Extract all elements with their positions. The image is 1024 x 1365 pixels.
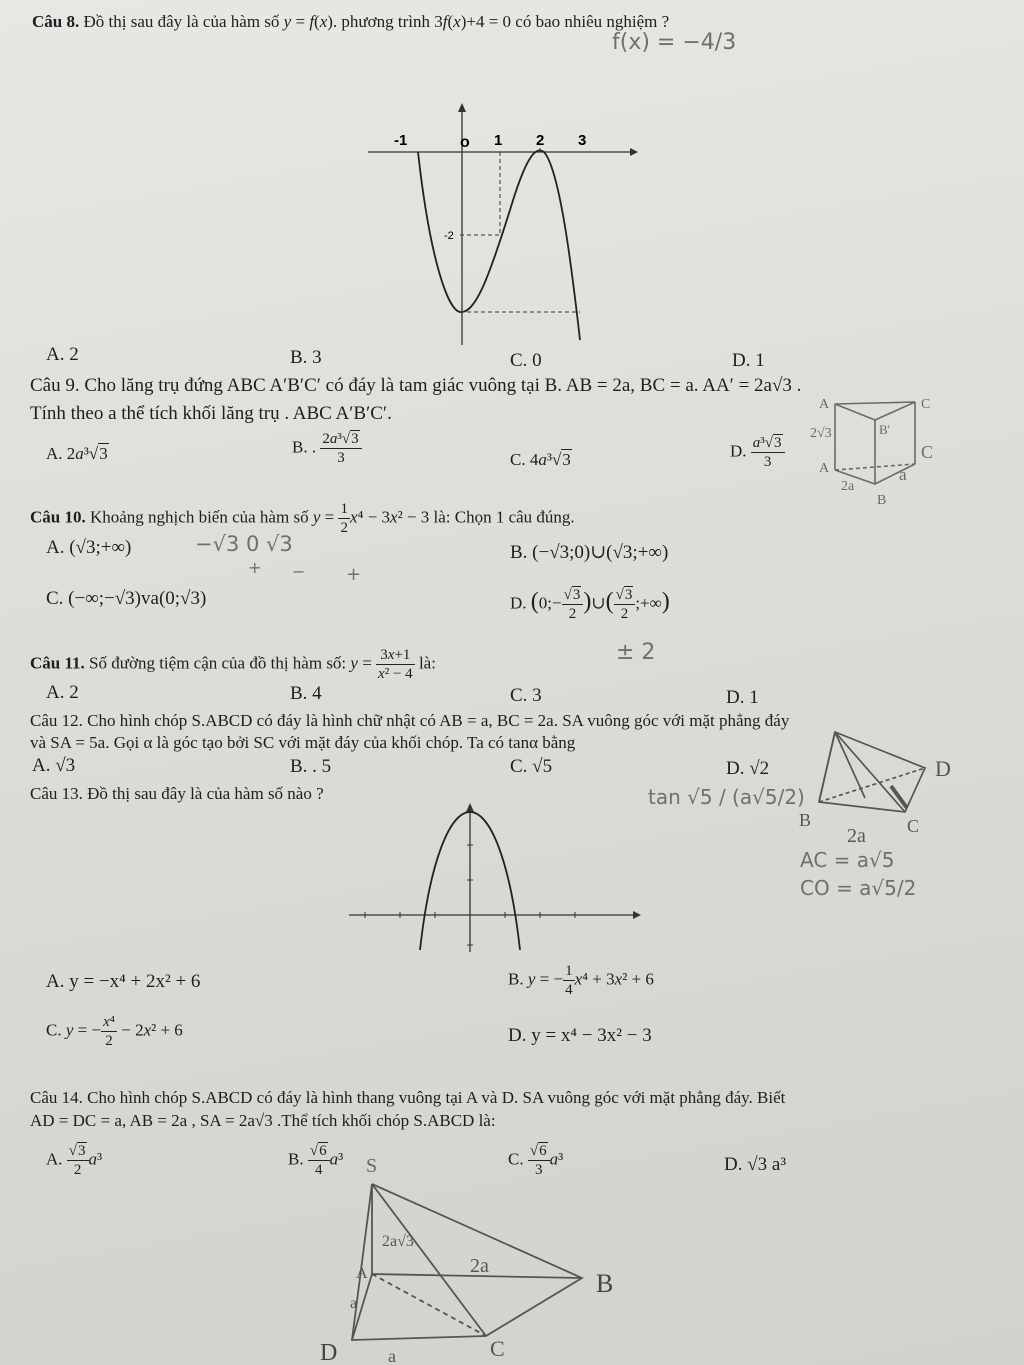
sketch-q14-label-4: A <box>356 1265 368 1282</box>
q10-option-d: D. (0;− $\frac{√3}{2}$ )∪( $\frac{√3}{2}$ ;+∞) <box>510 587 670 622</box>
question-14-line-2: AD = DC = a, AB = 2a , SA = 2a√3 .Thể tích khối chóp S.ABCD là: <box>30 1111 496 1130</box>
sketch-q9-label-8: a <box>899 465 907 484</box>
sketch-q14-label-6: D <box>320 1340 338 1365</box>
q9-option-b: B. . $\frac{\text{2a³√3}}{3}$ <box>292 430 362 467</box>
question-10-text: Câu 10. Khoảng nghịch biến của hàm số y = $\frac{1}{2}$ x⁴ − 3x² − 3 là: Chọn 1 câu đúng. <box>30 501 575 536</box>
question-11-text: Câu 11. Số đường tiệm cận của đồ thị hàm số: y = $\frac{3x+1}{\text{x² − 4}}$ là: <box>30 647 436 682</box>
sketch-q12-label-2: B <box>799 810 812 830</box>
handwritten-pyramid-sketch-q14 <box>310 1150 640 1365</box>
q8-option-c: C. 0 <box>510 350 542 371</box>
q14-option-c: C. $\frac{√6}{3}$ a³ <box>508 1143 564 1178</box>
sketch-q14-label-7: a <box>388 1346 396 1365</box>
sketch-q14-label-3: 2a <box>470 1255 489 1277</box>
sketch-q9-label-7: 2a <box>841 479 855 494</box>
sketch-q14-label-2: 2a√3 <box>382 1233 414 1250</box>
graph-q8-label-x-m1: -1 <box>394 132 408 149</box>
q14-option-b: B. $\frac{√6}{4}$ a³ <box>288 1143 344 1178</box>
sketch-q9-label-9: B <box>877 493 887 508</box>
graph-q8-label-x-3: 3 <box>578 132 587 149</box>
sketch-q9-label-2: C <box>921 397 931 412</box>
graph-q8 <box>360 100 640 350</box>
sketch-q12-label-1: D <box>935 756 951 781</box>
graph-q13 <box>345 800 645 955</box>
question-8-text: Câu 8. Đồ thị sau đây là của hàm số y = f(x). phương trình 3f(x)+4 = 0 có bao nhiêu nghiệm ? <box>32 12 670 31</box>
handwritten-sign-minus: − <box>292 562 306 581</box>
q8-option-d: D. 1 <box>732 350 765 371</box>
q13-option-c: C. y = − $\frac{\text{x⁴}}{2}$ − 2x² + 6 <box>46 1014 183 1049</box>
graph-q8-label-x-2: 2 <box>536 132 545 149</box>
sketch-q9-label-6: A <box>819 461 830 476</box>
handwritten-work-q12-tan: tan √5 / (a√5/2) <box>648 785 805 809</box>
sketch-q14-label-5: a <box>350 1295 358 1312</box>
q10-option-b: B. (−√3;0)∪(√3;+∞) <box>510 542 669 563</box>
q8-option-b: B. 3 <box>290 347 322 368</box>
sketch-q12-label-4: C <box>907 816 920 836</box>
handwritten-sign-plus-2: + <box>346 564 362 585</box>
q8-option-a: A. 2 <box>46 344 79 365</box>
handwritten-sign-chart-q10: −√3 0 √3 <box>195 532 293 556</box>
q11-option-a: A. 2 <box>46 682 79 703</box>
graph-q8-label-x-0: o <box>460 134 470 151</box>
question-12-line-1: Câu 12. Cho hình chóp S.ABCD có đáy là hình chữ nhật có AB = a, BC = 2a. SA vuông góc với mặt phẳng đáy <box>30 711 790 730</box>
question-12-line-2: và SA = 5a. Gọi α là góc tạo bởi SC với mặt đáy của khối chóp. Ta có tanα bằng <box>30 733 576 752</box>
q11-option-b: B. 4 <box>290 683 322 704</box>
question-14-line-1: Câu 14. Cho hình chóp S.ABCD có đáy là hình thang vuông tại A và D. SA vuông góc với mặt phẳng đáy. Biết <box>30 1088 786 1107</box>
question-9-line-2: Tính theo a thể tích khối lăng trụ . ABC A′B′C′. <box>30 403 392 424</box>
handwritten-work-q12-ac: AC = a√5 <box>800 848 895 872</box>
sketch-q9-label-3: 2√3 <box>810 426 832 441</box>
q11-option-d: D. 1 <box>726 687 759 708</box>
sketch-q12-label-3: 2a <box>847 825 866 847</box>
graph-q8-label-y-m2: -2 <box>444 230 454 242</box>
sketch-q14-label-9: B <box>596 1269 614 1298</box>
handwritten-pyramid-sketch-q12 <box>795 728 965 848</box>
q10-option-a: A. (√3;+∞) <box>46 537 132 558</box>
q14-option-d: D. √3 a³ <box>724 1154 787 1175</box>
q14-option-a: A. $\frac{√3}{2}$ a³ <box>46 1143 103 1178</box>
q9-option-d: D. $\frac{\text{a³√3}}{3}$ <box>730 434 785 471</box>
question-9-line-1: Câu 9. Cho lăng trụ đứng ABC A′B′C′ có đáy là tam giác vuông tại B. AB = 2a, BC = a. AA′ = 2a√3 . <box>30 375 802 396</box>
handwritten-sign-plus-1: + <box>248 558 262 577</box>
q9-option-a: A. 2a³√3 <box>46 444 108 463</box>
sketch-q9-label-5: C <box>921 442 934 462</box>
question-13-text: Câu 13. Đồ thị sau đây là của hàm số nào ? <box>30 784 324 803</box>
sketch-q9-label-1: A <box>819 397 830 412</box>
handwritten-note-q11: ± 2 <box>616 640 656 665</box>
q12-option-c: C. √5 <box>510 756 553 777</box>
handwritten-note-q8: f(x) = −4/3 <box>612 30 737 55</box>
q9-option-c: C. 4a³√3 <box>510 450 571 469</box>
sketch-q14-label-8: C <box>490 1336 505 1361</box>
q10-option-c: C. (−∞;−√3)va(0;√3) <box>46 588 207 609</box>
handwritten-work-q12-co: CO = a√5/2 <box>800 876 917 900</box>
q11-option-c: C. 3 <box>510 685 542 706</box>
sketch-q14-label-1: S <box>366 1155 378 1177</box>
q12-option-a: A. √3 <box>32 755 76 776</box>
graph-q8-label-x-1: 1 <box>494 132 503 149</box>
q12-option-d: D. √2 <box>726 758 770 779</box>
q13-option-d: D. y = x⁴ − 3x² − 3 <box>508 1025 652 1046</box>
q13-option-b: B. y = − $\frac{1}{4}$ x⁴ + 3x² + 6 <box>508 963 654 998</box>
handwritten-prism-sketch-q9 <box>805 392 955 510</box>
sketch-q9-label-4: B' <box>879 422 891 437</box>
q12-option-b: B. . 5 <box>290 756 332 777</box>
q13-option-a: A. y = −x⁴ + 2x² + 6 <box>46 971 201 992</box>
